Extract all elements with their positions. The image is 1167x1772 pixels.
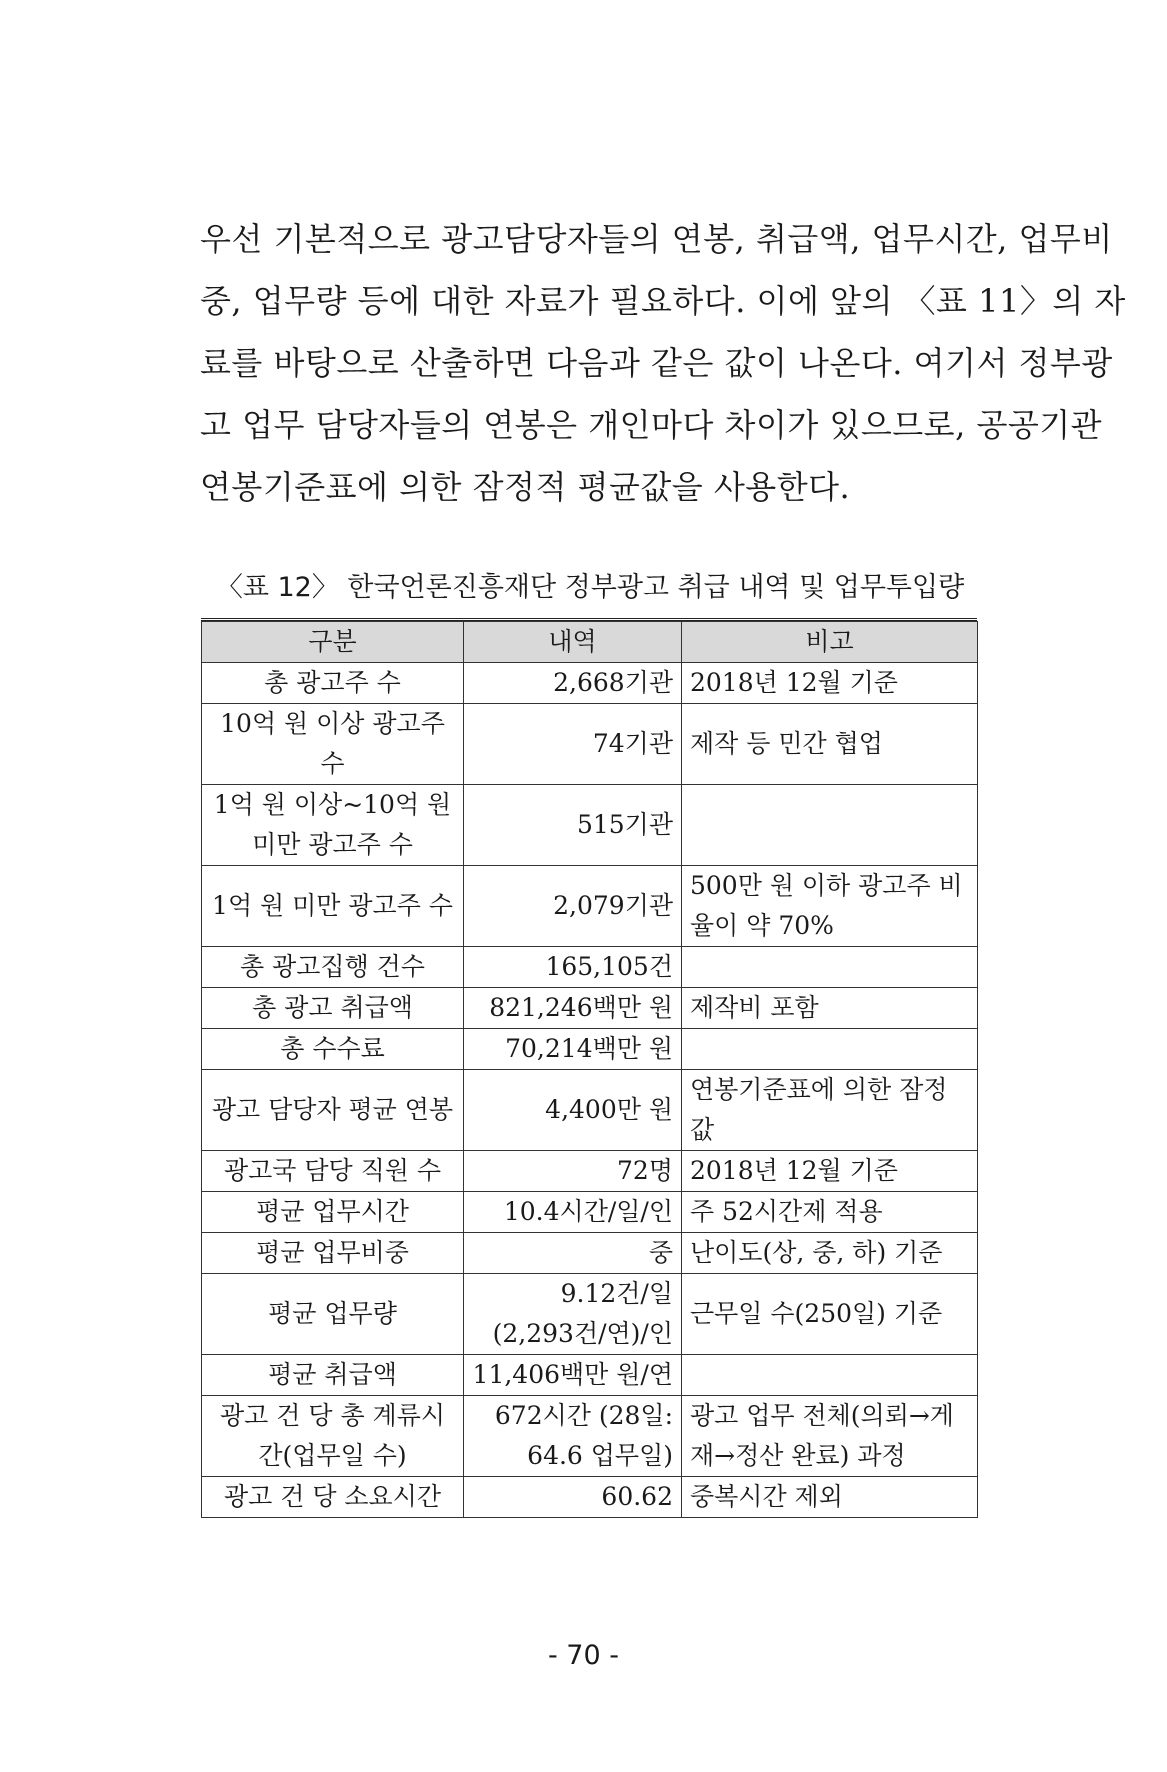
row-details: 11,406백만 원/연 — [464, 1355, 682, 1396]
row-remarks: 제작 등 민간 협업 — [682, 704, 978, 785]
row-remarks: 난이도(상, 중, 하) 기준 — [682, 1233, 978, 1274]
row-category: 평균 업무시간 — [202, 1192, 464, 1233]
row-details: 중 — [464, 1233, 682, 1274]
row-category: 1억 원 이상~10억 원 미만 광고주 수 — [202, 785, 464, 866]
table-row — [202, 1233, 978, 1274]
row-remarks — [682, 1029, 978, 1070]
page-number: - 70 - — [547, 1640, 619, 1671]
row-category: 광고국 담당 직원 수 — [202, 1151, 464, 1192]
row-category: 광고 담당자 평균 연봉 — [202, 1070, 464, 1151]
row-details: 9.12건/일 (2,293건/연)/인 — [464, 1274, 682, 1355]
paragraph-line: 우선 기본적으로 광고담당자들의 연봉, 취급액, 업무시간, 업무비 — [200, 220, 1113, 258]
row-category: 총 광고집행 건수 — [202, 947, 464, 988]
table-row — [202, 1477, 978, 1518]
row-category: 1억 원 미만 광고주 수 — [202, 866, 464, 947]
table-row — [202, 1355, 978, 1396]
row-remarks — [682, 785, 978, 866]
row-details: 821,246백만 원 — [464, 988, 682, 1029]
row-details: 165,105건 — [464, 947, 682, 988]
row-remarks — [682, 947, 978, 988]
paragraph-line: 중, 업무량 등에 대한 자료가 필요하다. 이에 앞의 〈표 11〉의 자 — [200, 282, 1126, 320]
row-remarks — [682, 1355, 978, 1396]
row-category: 광고 건 당 소요시간 — [202, 1477, 464, 1518]
row-details: 2,079기관 — [464, 866, 682, 947]
row-category: 평균 취급액 — [202, 1355, 464, 1396]
table-row — [202, 1151, 978, 1192]
table-header-row — [202, 622, 978, 663]
row-category: 평균 업무량 — [202, 1274, 464, 1355]
row-category: 광고 건 당 총 계류시간(업무일 수) — [202, 1396, 464, 1477]
row-category: 총 광고주 수 — [202, 663, 464, 704]
row-remarks: 500만 원 이하 광고주 비율이 약 70% — [682, 866, 978, 947]
row-details: 60.62 — [464, 1477, 682, 1518]
table-row — [202, 1192, 978, 1233]
data-table-container — [201, 618, 977, 1518]
row-details: 10.4시간/일/인 — [464, 1192, 682, 1233]
row-details: 72명 — [464, 1151, 682, 1192]
table-row — [202, 866, 978, 947]
row-category: 총 광고 취급액 — [202, 988, 464, 1029]
table-row — [202, 947, 978, 988]
table-row — [202, 1274, 978, 1355]
row-remarks: 2018년 12월 기준 — [682, 663, 978, 704]
body-paragraph — [200, 208, 1126, 518]
table-body — [202, 663, 978, 1518]
table-row — [202, 1070, 978, 1151]
row-details: 70,214백만 원 — [464, 1029, 682, 1070]
table-row — [202, 988, 978, 1029]
table-row — [202, 663, 978, 704]
row-remarks: 중복시간 제외 — [682, 1477, 978, 1518]
row-details: 4,400만 원 — [464, 1070, 682, 1151]
header-remarks: 비고 — [682, 622, 978, 663]
row-category: 10억 원 이상 광고주 수 — [202, 704, 464, 785]
row-remarks: 제작비 포함 — [682, 988, 978, 1029]
row-remarks: 연봉기준표에 의한 잠정값 — [682, 1070, 978, 1151]
paragraph-line: 료를 바탕으로 산출하면 다음과 같은 값이 나온다. 여기서 정부광 — [200, 344, 1113, 382]
row-details: 672시간 (28일: 64.6 업무일) — [464, 1396, 682, 1477]
row-details: 2,668기관 — [464, 663, 682, 704]
table-row — [202, 785, 978, 866]
row-category: 총 수수료 — [202, 1029, 464, 1070]
table-row — [202, 1029, 978, 1070]
row-remarks: 2018년 12월 기준 — [682, 1151, 978, 1192]
table-row — [202, 1396, 978, 1477]
data-table — [201, 621, 978, 1518]
row-category: 평균 업무비중 — [202, 1233, 464, 1274]
paragraph-line: 고 업무 담당자들의 연봉은 개인마다 차이가 있으므로, 공공기관 — [200, 406, 1103, 444]
row-remarks: 주 52시간제 적용 — [682, 1192, 978, 1233]
table-caption: 〈표 12〉 한국언론진흥재단 정부광고 취급 내역 및 업무투입량 — [215, 572, 965, 603]
row-details: 74기관 — [464, 704, 682, 785]
paragraph-line: 연봉기준표에 의한 잠정적 평균값을 사용한다. — [200, 468, 851, 506]
table-row — [202, 704, 978, 785]
row-details: 515기관 — [464, 785, 682, 866]
row-remarks: 근무일 수(250일) 기준 — [682, 1274, 978, 1355]
header-category: 구분 — [202, 622, 464, 663]
row-remarks: 광고 업무 전체(의뢰→게재→정산 완료) 과정 — [682, 1396, 978, 1477]
header-details: 내역 — [464, 622, 682, 663]
